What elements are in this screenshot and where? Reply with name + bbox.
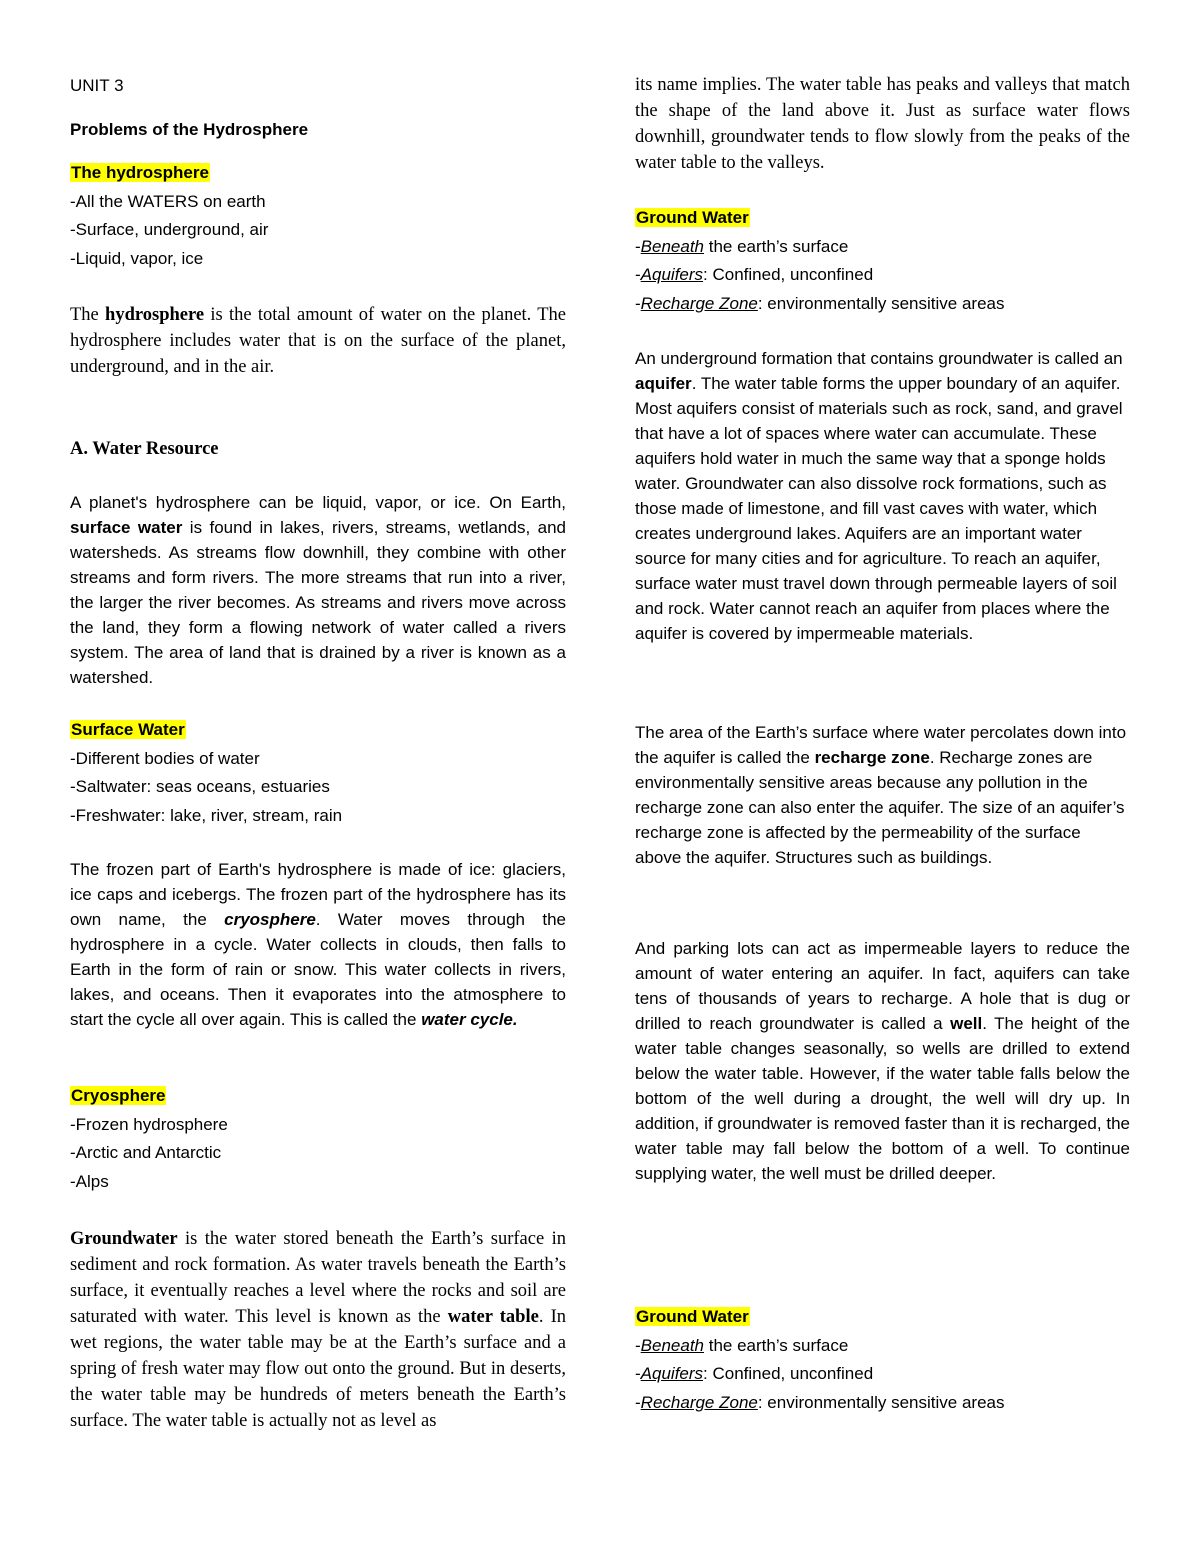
list-item: -All the WATERS on earth [70, 191, 266, 211]
groundwater-paragraph: Groundwater is the water stored beneath the Earth’s surface in sediment and rock formation. As water travels beneath the Earth’s surface, it eventually reaches a level where the rocks and soil are saturated with water. This level is known as the water table. In wet regions, the water table may be at the Earth’s surface and a spring of fresh water may flow out onto the ground. But in deserts, the water table may be hundreds of meters beneath the Earth’s surface. The water table is actually not as level as [70, 1229, 566, 1431]
hydrosphere-section [70, 159, 566, 273]
list-item: -Different bodies of water [70, 748, 260, 768]
ground-water-section-2 [635, 1303, 1130, 1417]
surface-water-heading: Surface Water [71, 720, 185, 739]
hydrosphere-heading: The hydrosphere [71, 163, 209, 182]
surface-water-section [70, 716, 566, 830]
list-item: -Aquifers: Confined, unconfined [635, 1364, 874, 1383]
list-item: -Aquifers: Confined, unconfined [635, 265, 874, 284]
unit-label: UNIT 3 [70, 76, 124, 95]
hydrosphere-paragraph: The hydrosphere is the total amount of water on the planet. The hydrosphere includes water that is on the surface of the planet, underground, and in the air. [70, 305, 566, 377]
list-item: -Recharge Zone: environmentally sensitive areas [635, 1392, 1005, 1412]
list-item: -Surface, underground, air [70, 220, 269, 239]
cryosphere-section [70, 1082, 566, 1196]
ground-water-heading: Ground Water [636, 1307, 749, 1326]
list-item: -Arctic and Antarctic [70, 1143, 222, 1162]
section-heading-water-resource: A. Water Resource [70, 439, 219, 459]
ground-water-heading: Ground Water [636, 208, 749, 227]
list-item: -Recharge Zone: environmentally sensitive areas [635, 293, 1005, 313]
page-title: Problems of the Hydrosphere [70, 120, 309, 139]
list-item: -Frozen hydrosphere [70, 1114, 228, 1134]
continued-paragraph: its name implies. The water table has peaks and valleys that match the shape of the land above it. Just as surface water flows downhill, groundwater tends to flow slowly from the peaks of the water table to the valleys. [635, 75, 1130, 173]
parking-paragraph: And parking lots can act as impermeable layers to reduce the amount of water entering an aquifer. In fact, aquifers can take tens of thousands of years to recharge. A hole that is dug or drilled to reach groundwater is called a well. The height of the water table changes seasonally, so wells are drilled to extend below the water table. However, if the water table falls below the bottom of the well during a drought, the well will dry up. In addition, if groundwater is removed faster than it is recharged, the water table may fall below the bottom of a well. To continue supplying water, the well must be drilled deeper. [635, 939, 1130, 1183]
list-item: -Liquid, vapor, ice [70, 248, 204, 268]
water-resource-paragraph: A planet's hydrosphere can be liquid, vapor, or ice. On Earth, surface water is found in lakes, rivers, streams, wetlands, and watersheds. As streams flow downhill, they combine with other streams and form rivers. The more streams that run into a river, the larger the river becomes. As streams and rivers move across the land, they form a flowing network of water called a rivers system. The area of land that is drained by a river is known as a watershed. [70, 493, 566, 687]
list-item: -Beneath the earth’s surface [635, 236, 849, 256]
aquifer-paragraph: An underground formation that contains groundwater is called an aquifer. The water table forms the upper boundary of an aquifer. Most aquifers consist of materials such as rock, sand, and gravel that have a lot of spaces where water can accumulate. These aquifers hold water in much the same way that a sponge holds water. Groundwater can also dissolve rock formations, such as those made of limestone, and fill vast caves with water, which creates underground lakes. Aquifers are an important water source for many cities and for agriculture. To reach an aquifer, surface water must travel down through permeable layers of soil and rock. Water cannot reach an aquifer from places where the aquifer is covered by impermeable materials. [635, 349, 1123, 643]
ground-water-section-1 [635, 204, 1130, 318]
list-item: -Saltwater: seas oceans, estuaries [70, 777, 330, 796]
recharge-paragraph: The area of the Earth’s surface where water percolates down into the aquifer is called the recharge zone. Recharge zones are environmentally sensitive areas because any pollution in the recharge zone can also enter the aquifer. The size of an aquifer’s recharge zone is affected by the permeability of the surface above the aquifer. Structures such as buildings. [635, 723, 1127, 867]
list-item: -Alps [70, 1171, 109, 1191]
list-item: -Freshwater: lake, river, stream, rain [70, 805, 343, 825]
list-item: -Beneath the earth’s surface [635, 1335, 849, 1355]
cryosphere-heading: Cryosphere [71, 1086, 166, 1105]
frozen-paragraph: The frozen part of Earth's hydrosphere is made of ice: glaciers, ice caps and icebergs. The frozen part of the hydrosphere has its own name, the cryosphere. Water moves through the hydrosphere in a cycle. Water collects in clouds, then falls to Earth in the form of rain or snow. This water collects in rivers, lakes, and oceans. Then it evaporates into the atmosphere to start the cycle all over again. This is called the water cycle. [70, 860, 566, 1029]
